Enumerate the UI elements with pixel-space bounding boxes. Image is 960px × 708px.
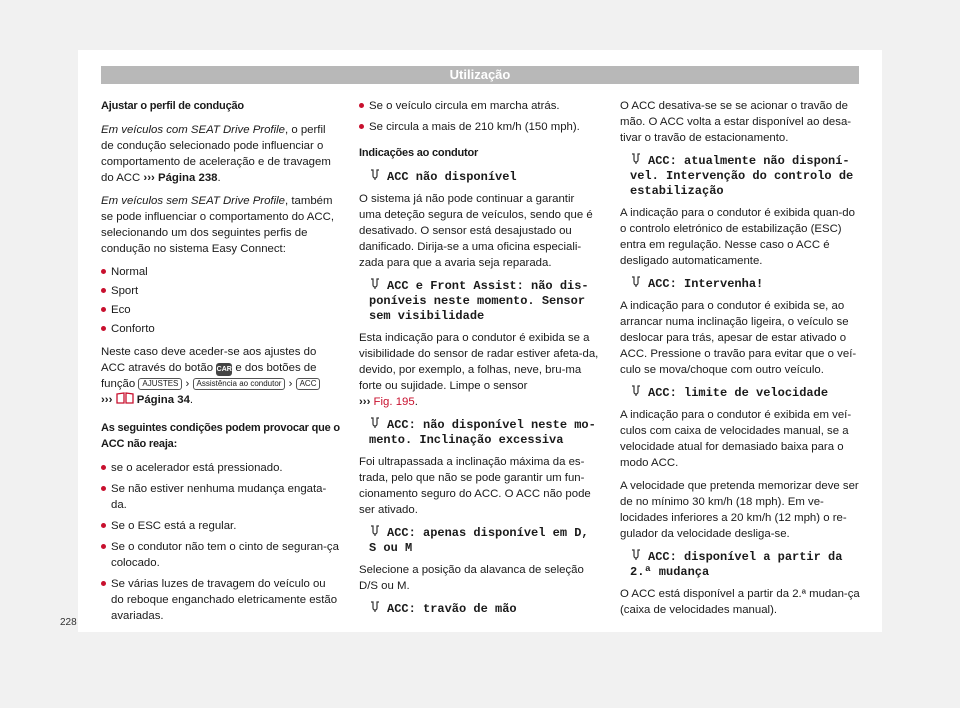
paragraph: O ACC desativa-se se se acionar o travão de mão. O ACC volta a estar disponível ao desa-tivar o travão de estacionamento. xyxy=(620,100,852,144)
heading-conditions: As seguintes condições podem provocar que o ACC não reaja: xyxy=(101,422,340,450)
warning-lamp-icon xyxy=(369,525,381,537)
list-item: Se circula a mais de 210 km/h (150 mph). xyxy=(359,119,599,135)
paragraph: A indicação para o condutor é exibida se, ao arrancar numa inclinação ligeira, o veículo se deslocar para trás, apesar de estar ativado o ACC. Pressione o travão para evitar que o veí-culo se mova/choque com outro veículo. xyxy=(620,300,857,376)
figure-ref-link[interactable]: Fig. 195 xyxy=(370,396,415,408)
list-item: Conforto xyxy=(101,321,341,337)
message-speed-limit: ACC: limite de velocidade xyxy=(620,385,860,401)
warning-lamp-icon xyxy=(630,549,642,561)
warning-lamp-icon xyxy=(369,417,381,429)
paragraph: A indicação para o condutor é exibida quan-do o controlo eletrónico de estabilização (ESC) entra em regulação. Nesse caso o ACC é desligado automaticamente. xyxy=(620,207,855,267)
message-second-gear: ACC: disponível a partir da 2.ª mudança xyxy=(630,550,843,579)
car-button-icon: CAR xyxy=(216,363,232,376)
book-ref-icon xyxy=(116,392,134,404)
paragraph: A velocidade que pretenda memorizar deve ser de no mínimo 30 km/h (18 mph). Em ve-locidades inferiores a 20 km/h (12 mph) o re-gulador da velocidade desliga-se. xyxy=(620,480,859,540)
list-item: se o acelerador está pressionado. xyxy=(101,460,341,476)
warning-lamp-icon xyxy=(369,601,381,613)
list-item: Se não estiver nenhuma mudança engata-da. xyxy=(101,481,341,513)
heading-driving-profile: Ajustar o perfil de condução xyxy=(101,100,244,112)
list-item: Se o ESC está a regular. xyxy=(101,518,341,534)
warning-lamp-icon xyxy=(630,153,642,165)
ajustes-button-label: AJUSTES xyxy=(138,378,182,390)
warning-lamp-icon xyxy=(369,169,381,181)
paragraph-access-settings: Neste caso deve aceder-se aos ajustes do ACC através do botão CAR e dos botões de função AJUSTES › Assistência ao condutor › ACC ››› Página 34. xyxy=(101,344,341,408)
conditions-list-cont xyxy=(359,98,599,135)
column-1 xyxy=(101,98,341,631)
paragraph: A indicação para o condutor é exibida em veí-culos com caixa de velocidades manual, se a velocidade atual for demasiado baixa para o modo ACC. xyxy=(620,409,852,469)
driving-modes-list xyxy=(101,264,341,337)
acc-button-label: ACC xyxy=(296,378,321,390)
paragraph: O ACC está disponível a partir da 2.ª mudan-ça (caixa de velocidades manual). xyxy=(620,588,860,616)
paragraph: Esta indicação para o condutor é exibida se a visibilidade do sensor de radar estiver afeta-da, devido, por exemplo, a folhas, neve, bru-ma forte ou sujidade. Limpe o sensor ››› Fig. 195. xyxy=(359,332,599,408)
assistencia-button-label: Assistência ao condutor xyxy=(193,378,286,390)
column-3 xyxy=(620,98,860,625)
page-ref-link[interactable]: Página 34 xyxy=(133,394,190,406)
warning-lamp-icon xyxy=(630,385,642,397)
message-stability-control: ACC: atualmente não disponí-vel. Intervenção do controlo de estabilização xyxy=(630,154,854,198)
list-item: Se o veículo circula em marcha atrás. xyxy=(359,98,599,114)
list-item: Normal xyxy=(101,264,341,280)
paragraph-with-profile: Em veículos com SEAT Drive Profile, o perfil de condução selecionado pode influenciar o comportamento de aceleração e de travagem do ACC ››› Página 238. xyxy=(101,124,331,184)
paragraph-without-profile: Em veículos sem SEAT Drive Profile, também se pode influenciar o comportamento do ACC, selecionando um dos seguintes perfis de condução no sistema Easy Connect: xyxy=(101,195,335,255)
message-sensor-no-visibility: ACC e Front Assist: não dis-poníveis neste momento. Sensor sem visibilidade xyxy=(369,279,589,323)
warning-lamp-icon xyxy=(630,276,642,288)
paragraph: Foi ultrapassada a inclinação máxima da es-trada, pelo que não se pode garantir um fun-cionamento seguro do ACC. O ACC não pode ser ativado. xyxy=(359,456,591,516)
page-ref-link[interactable]: Página 238 xyxy=(154,172,218,184)
list-item: Sport xyxy=(101,283,341,299)
warning-lamp-icon xyxy=(369,278,381,290)
message-only-dsm: ACC: apenas disponível em D, S ou M xyxy=(369,526,589,555)
conditions-list xyxy=(101,460,341,624)
message-handbrake: ACC: travão de mão xyxy=(359,601,599,617)
heading-driver-indications: Indicações ao condutor xyxy=(359,147,479,159)
message-acc-unavailable: ACC não disponível xyxy=(359,169,599,185)
section-header: Utilização xyxy=(101,66,859,84)
message-intervene: ACC: Intervenha! xyxy=(620,276,860,292)
list-item: Eco xyxy=(101,302,341,318)
list-item: Se o condutor não tem o cinto de seguran-ça colocado. xyxy=(101,539,341,571)
list-item: Se várias luzes de travagem do veículo ou do reboque enganchado eletricamente estão avariadas. xyxy=(101,576,341,624)
paragraph: Selecione a posição da alavanca de seleção D/S ou M. xyxy=(359,564,584,592)
message-excess-incline: ACC: não disponível neste mo-mento. Inclinação excessiva xyxy=(369,418,596,447)
paragraph: O sistema já não pode continuar a garantir uma deteção segura de veículos, sendo que é desativado. O sensor está desajustado ou danificado. Dirija-se a uma oficina especiali-zada para que a avaria seja reparada. xyxy=(359,193,593,269)
page-number: 228 xyxy=(60,617,77,628)
column-2 xyxy=(359,98,599,623)
